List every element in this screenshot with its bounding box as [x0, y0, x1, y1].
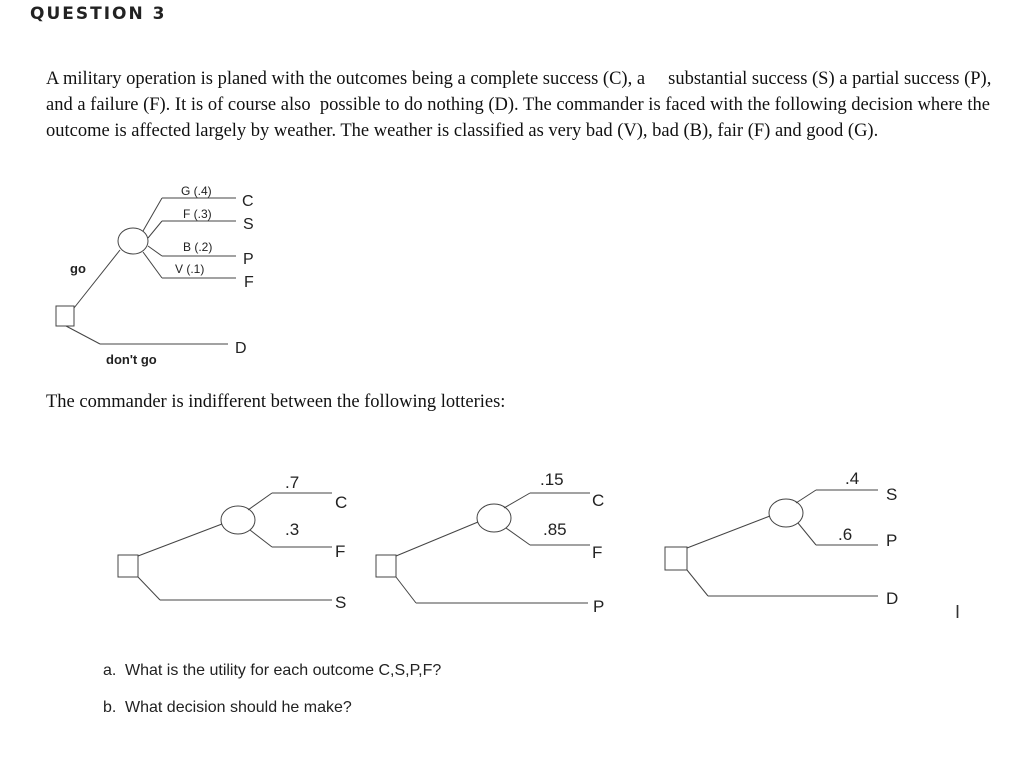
question-heading: QUESTION 3 [30, 4, 167, 24]
branch-label-very-bad: V (.1) [175, 262, 205, 276]
lottery-1-sure-outcome: S [335, 593, 347, 612]
branch-label-good: G (.4) [181, 184, 212, 198]
go-label: go [70, 261, 86, 276]
lottery-1-outcome-lower: F [335, 542, 346, 561]
outcome-f: F [244, 274, 254, 291]
lottery-3-sure-outcome: D [886, 589, 899, 608]
lottery-1 [118, 493, 332, 600]
problem-statement: A military operation is planed with the outcomes being a complete success (C), a substantial success (S) a partial success (P), and a failure (F). It is of course also possible to do nothing (D). The commander is faced with the following decision where the outcome is affected largely by weather. The weather is classified as very bad (V), bad (B), fair (F) and good (G). [46, 69, 992, 141]
question-b-text: What decision should he make? [125, 699, 352, 716]
lottery-1-prob-upper: .7 [285, 473, 300, 492]
question-a [103, 662, 441, 680]
branch-label-bad: B (.2) [183, 240, 213, 254]
outcome-s: S [243, 216, 254, 233]
lottery-3-outcome-lower: P [886, 531, 898, 550]
lottery-1-outcome-upper: C [335, 493, 348, 512]
lottery-2-sure-outcome: P [593, 597, 605, 616]
outcome-d: D [235, 340, 247, 357]
lottery-1-prob-lower: .3 [285, 520, 300, 539]
dont-go-label: don't go [106, 352, 157, 367]
outcome-p: P [243, 251, 254, 268]
lottery-2-outcome-lower: F [592, 543, 603, 562]
text-cursor-mark: I [955, 602, 961, 622]
indifference-statement: The commander is indifferent between the following lotteries: [46, 392, 506, 412]
question-b [103, 699, 352, 717]
lottery-2-prob-lower: .85 [543, 520, 567, 539]
question-a-text: What is the utility for each outcome C,S,P,F? [125, 662, 442, 679]
lottery-3-prob-upper: .4 [845, 469, 860, 488]
question-a-label: a. [103, 662, 117, 679]
lottery-2-outcome-upper: C [592, 491, 605, 510]
lottery-2-prob-upper: .15 [540, 470, 564, 489]
lottery-2 [376, 493, 590, 603]
question-b-label: b. [103, 699, 117, 716]
lottery-3-outcome-upper: S [886, 485, 898, 504]
outcome-c: C [242, 193, 254, 210]
lottery-3-prob-lower: .6 [838, 525, 853, 544]
decision-node-square [56, 306, 74, 326]
chance-node-circle [118, 228, 148, 254]
branch-label-fair: F (.3) [183, 207, 212, 221]
